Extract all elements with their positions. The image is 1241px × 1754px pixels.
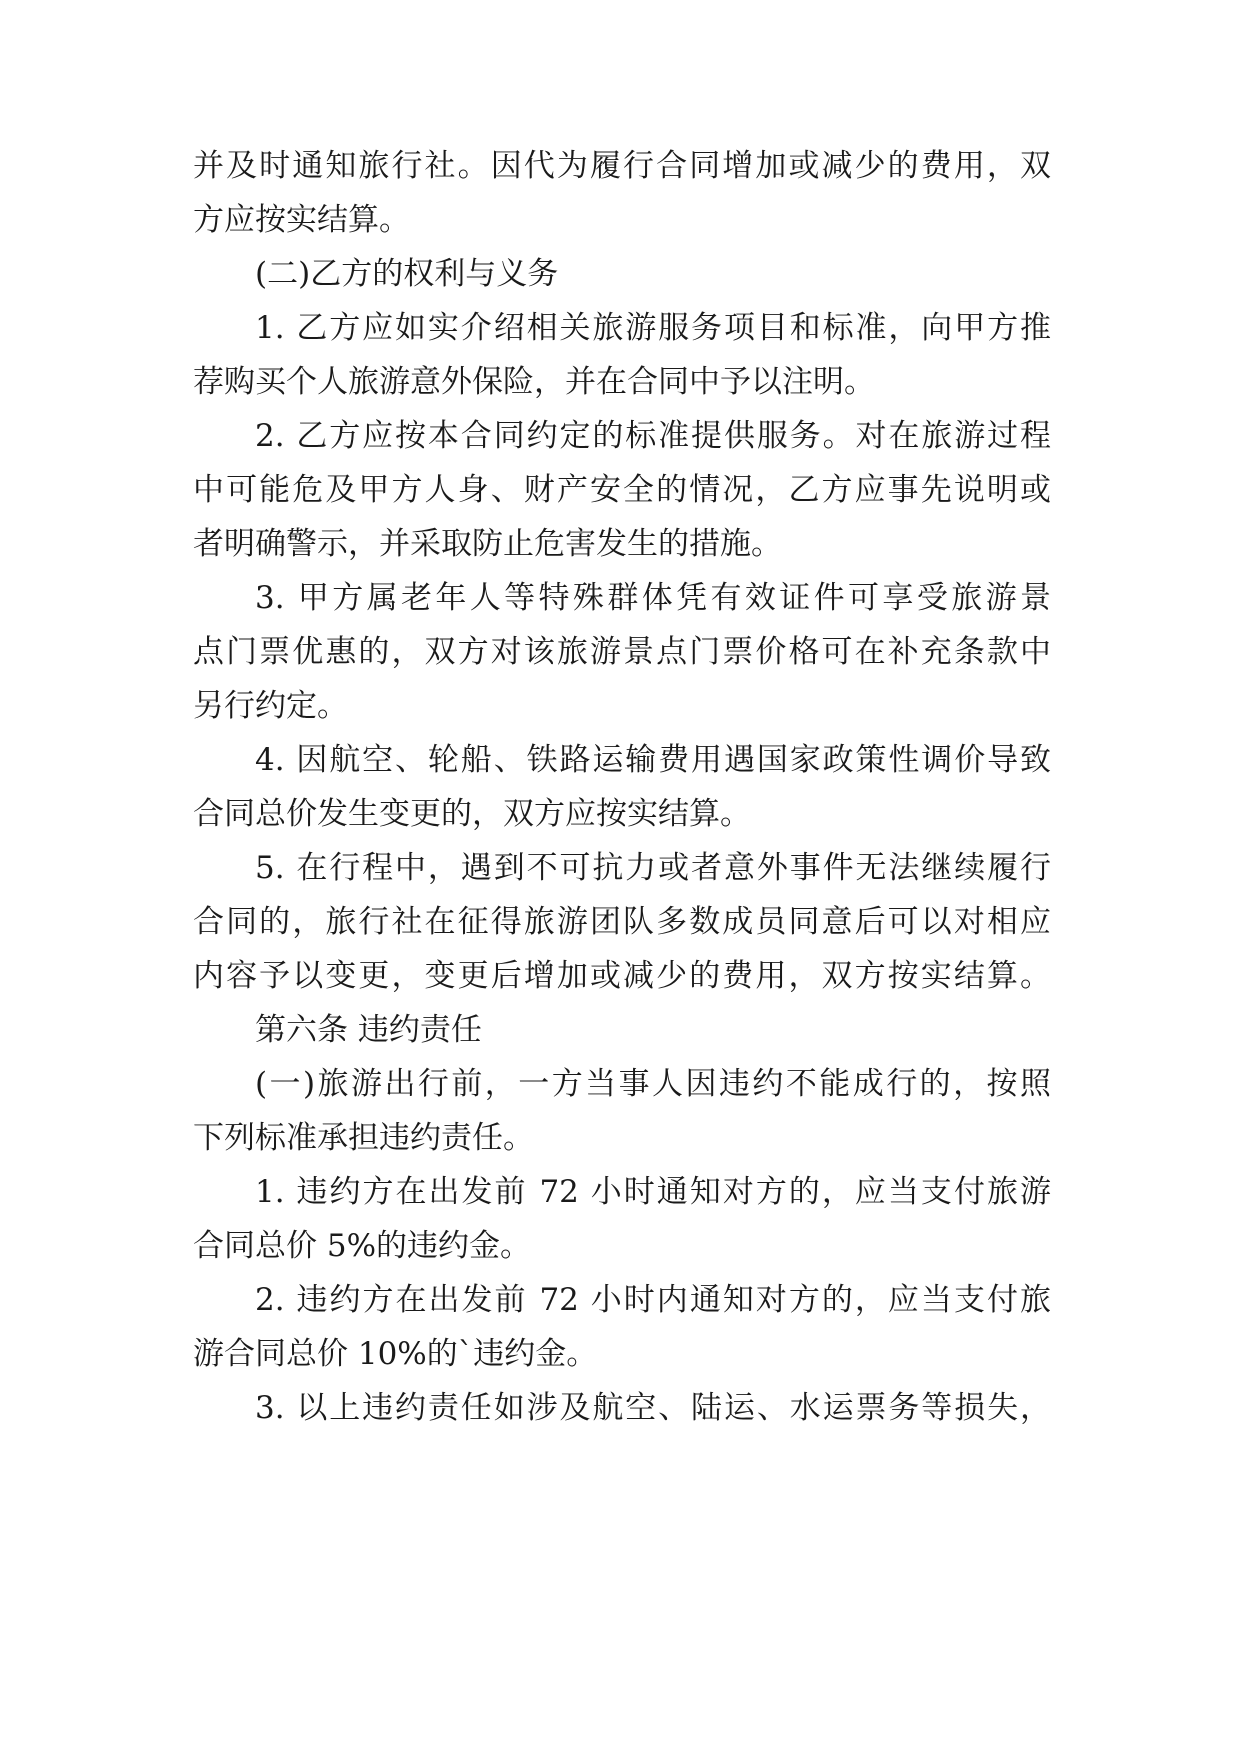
section-heading-party-b-rights: (二)乙方的权利与义务 xyxy=(255,256,559,292)
text-line-5: 荐购买个人旅游意外保险，并在合同中予以注明。 xyxy=(193,364,875,400)
text-line-8: 者明确警示，并采取防止危害发生的措施。 xyxy=(193,526,782,562)
text-line-13: 合同总价发生变更的，双方应按实结算。 xyxy=(193,796,751,832)
text-line-21: 合同总价 5%的违约金。 xyxy=(193,1228,532,1264)
text-line-23: 游合同总价 10%的`违约金。 xyxy=(193,1336,598,1372)
text-line-18: (一)旅游出行前，一方当事人因违约不能成行的，按照 xyxy=(255,1066,1051,1102)
text-line-22: 2. 违约方在出发前 72 小时内通知对方的，应当支付旅 xyxy=(255,1282,1051,1318)
text-line-4: 1. 乙方应如实介绍相关旅游服务项目和标准，向甲方推 xyxy=(255,310,1051,346)
text-line-19: 下列标准承担违约责任。 xyxy=(193,1120,534,1156)
text-line-20: 1. 违约方在出发前 72 小时通知对方的，应当支付旅游 xyxy=(255,1174,1051,1210)
text-line-16: 内容予以变更，变更后增加或减少的费用，双方按实结算。 xyxy=(193,958,1051,994)
text-line-15: 合同的，旅行社在征得旅游团队多数成员同意后可以对相应 xyxy=(193,904,1051,940)
text-line-12: 4. 因航空、轮船、铁路运输费用遇国家政策性调价导致 xyxy=(255,742,1051,778)
text-line-7: 中可能危及甲方人身、财产安全的情况，乙方应事先说明或 xyxy=(193,472,1051,508)
text-line-1: 并及时通知旅行社。因代为履行合同增加或减少的费用，双 xyxy=(193,148,1051,184)
text-line-9: 3. 甲方属老年人等特殊群体凭有效证件可享受旅游景 xyxy=(255,580,1051,616)
text-line-24: 3. 以上违约责任如涉及航空、陆运、水运票务等损失， xyxy=(255,1390,1051,1426)
text-line-11: 另行约定。 xyxy=(193,688,348,724)
text-line-10: 点门票优惠的，双方对该旅游景点门票价格可在补充条款中 xyxy=(193,634,1051,670)
text-line-2: 方应按实结算。 xyxy=(193,202,410,238)
text-line-14: 5. 在行程中，遇到不可抗力或者意外事件无法继续履行 xyxy=(255,850,1051,886)
text-line-6: 2. 乙方应按本合同约定的标准提供服务。对在旅游过程 xyxy=(255,418,1051,454)
article-heading-breach-liability: 第六条 违约责任 xyxy=(255,1012,482,1048)
